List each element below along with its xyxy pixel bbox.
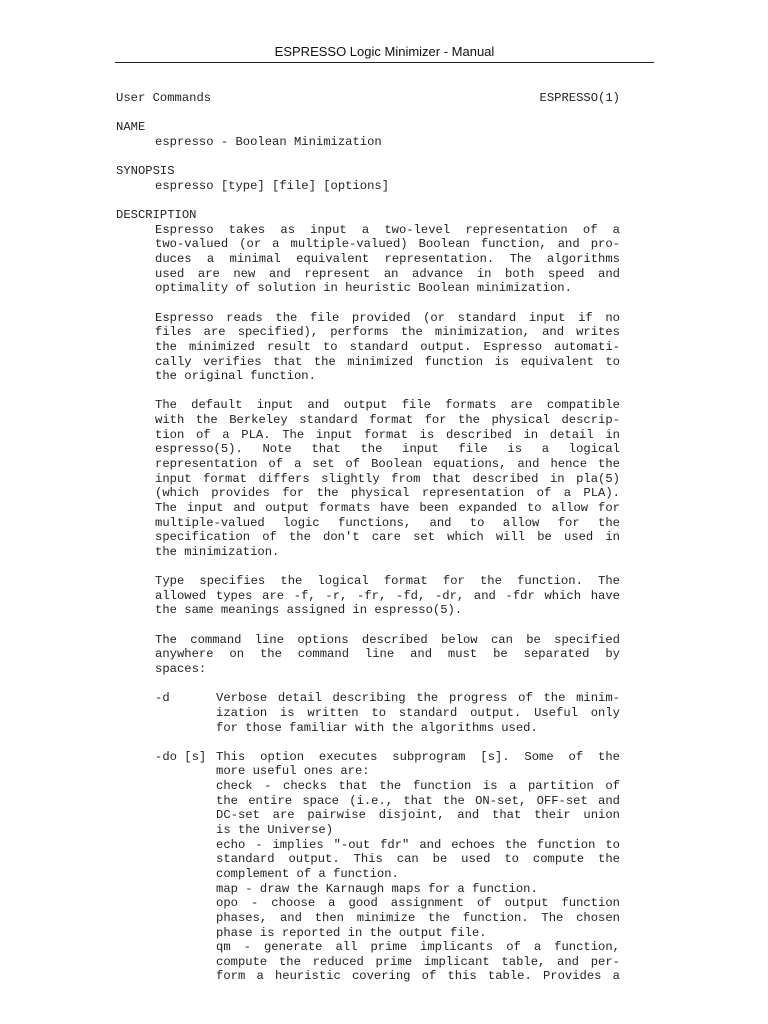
- paragraph-line: multiple-valued logic functions, and to allow for the: [155, 515, 620, 530]
- section-left: User Commands: [116, 91, 212, 105]
- paragraph-line: the minimization.: [155, 544, 280, 559]
- paragraph-line: The default input and output file formats are compatible: [155, 398, 620, 413]
- option-line: check - checks that the function is a partition of: [216, 779, 620, 794]
- option-line: phase is reported in the output file.: [216, 925, 487, 940]
- page-header-title: ESPRESSO Logic Minimizer - Manual: [274, 44, 495, 59]
- option-flag: -do [s]: [155, 749, 207, 764]
- option-line: complement of a function.: [216, 866, 399, 881]
- man-page: [116, 91, 620, 984]
- description-heading: DESCRIPTION: [116, 208, 197, 223]
- paragraph-line: (which provides for the physical representation of a PLA).: [155, 486, 620, 501]
- option-description: [216, 750, 620, 984]
- description-paragraph: [116, 398, 620, 559]
- paragraph-line: the minimized result to standard output. Espresso automati-: [155, 339, 620, 354]
- options-list: [116, 691, 620, 984]
- option-line: compute the reduced prime implicant table, and per-: [216, 954, 620, 969]
- paragraph-line: Espresso takes as input a two-level representation of a: [155, 222, 620, 237]
- paragraph-line: two-valued (or a multiple-valued) Boolean function, and pro-: [155, 237, 620, 252]
- option-item: [116, 750, 620, 984]
- option-line: form a heuristic covering of this table. Provides a: [216, 969, 620, 984]
- header-rule: [115, 62, 654, 63]
- paragraph-line: the original function.: [155, 369, 316, 384]
- paragraph-line: specification of the don't care set which will be used in: [155, 530, 620, 545]
- paragraph-line: spaces:: [155, 661, 207, 676]
- section-right: ESPRESSO(1): [539, 91, 620, 105]
- option-line: Verbose detail describing the progress of the minim-: [216, 691, 620, 706]
- name-heading: NAME: [116, 120, 146, 135]
- option-line: the entire space (i.e., that the ON-set, OFF-set and: [216, 793, 620, 808]
- description-paragraph: [116, 633, 620, 677]
- paragraph-line: the same meanings assigned in espresso(5).: [155, 603, 463, 618]
- option-line: qm - generate all prime implicants of a function,: [216, 940, 620, 955]
- paragraph-line: cally verifies that the minimized function is equivalent to: [155, 354, 620, 369]
- paragraph-line: espresso(5). Note that the input file is a logical: [155, 442, 620, 457]
- option-line: more useful ones are:: [216, 764, 370, 779]
- description-paragraph: [116, 223, 620, 296]
- option-line: map - draw the Karnaugh maps for a function.: [216, 881, 538, 896]
- paragraph-line: duces a minimal equivalent representation. The algorithms: [155, 252, 620, 267]
- option-description: [216, 691, 620, 735]
- paragraph-line: files are specified), performs the minimization, and writes: [155, 325, 620, 340]
- description-paragraph: [116, 311, 620, 384]
- paragraph-line: allowed types are -f, -r, -fr, -fd, -dr, and -fdr which have: [155, 588, 620, 603]
- paragraph-line: The command line options described below can be specified: [155, 632, 620, 647]
- option-line: ization is written to standard output. Useful only: [216, 705, 620, 720]
- option-line: opo - choose a good assignment of output function: [216, 896, 620, 911]
- option-line: for those familiar with the algorithms used.: [216, 720, 538, 735]
- paragraph-line: input format differs slightly from that described in pla(5): [155, 471, 620, 486]
- paragraph-line: tion of a PLA. The input format is described in detail in: [155, 427, 620, 442]
- paragraph-line: The input and output formats have been expanded to allow for: [155, 500, 620, 515]
- paragraph-line: representation of a set of Boolean equations, and hence the: [155, 457, 620, 472]
- option-line: DC-set are pairwise disjoint, and that their union: [216, 808, 620, 823]
- synopsis-heading: SYNOPSIS: [116, 164, 175, 179]
- option-line: is the Universe): [216, 823, 334, 838]
- option-line: phases, and then minimize the function. The chosen: [216, 910, 620, 925]
- synopsis-text: espresso [type] [file] [options]: [155, 178, 390, 193]
- option-line: This option executes subprogram [s]. Some of the: [216, 749, 620, 764]
- paragraph-line: used are new and represent an advance in both speed and: [155, 266, 620, 281]
- paragraph-line: Espresso reads the file provided (or standard input if no: [155, 310, 620, 325]
- option-line: echo - implies "-out fdr" and echoes the function to: [216, 837, 620, 852]
- paragraph-line: anywhere on the command line and must be separated by: [155, 647, 620, 662]
- paragraph-line: Type specifies the logical format for the function. The: [155, 574, 620, 589]
- name-text: espresso - Boolean Minimization: [155, 134, 382, 149]
- section-header-row: [116, 91, 620, 106]
- paragraph-line: optimality of solution in heuristic Boolean minimization.: [155, 281, 572, 296]
- option-line: standard output. This can be used to compute the: [216, 852, 620, 867]
- paragraph-line: with the Berkeley standard format for the physical descrip-: [155, 413, 620, 428]
- description-paragraph: [116, 574, 620, 618]
- option-flag: -d: [155, 691, 170, 706]
- option-item: [116, 691, 620, 735]
- description-body: [116, 223, 620, 692]
